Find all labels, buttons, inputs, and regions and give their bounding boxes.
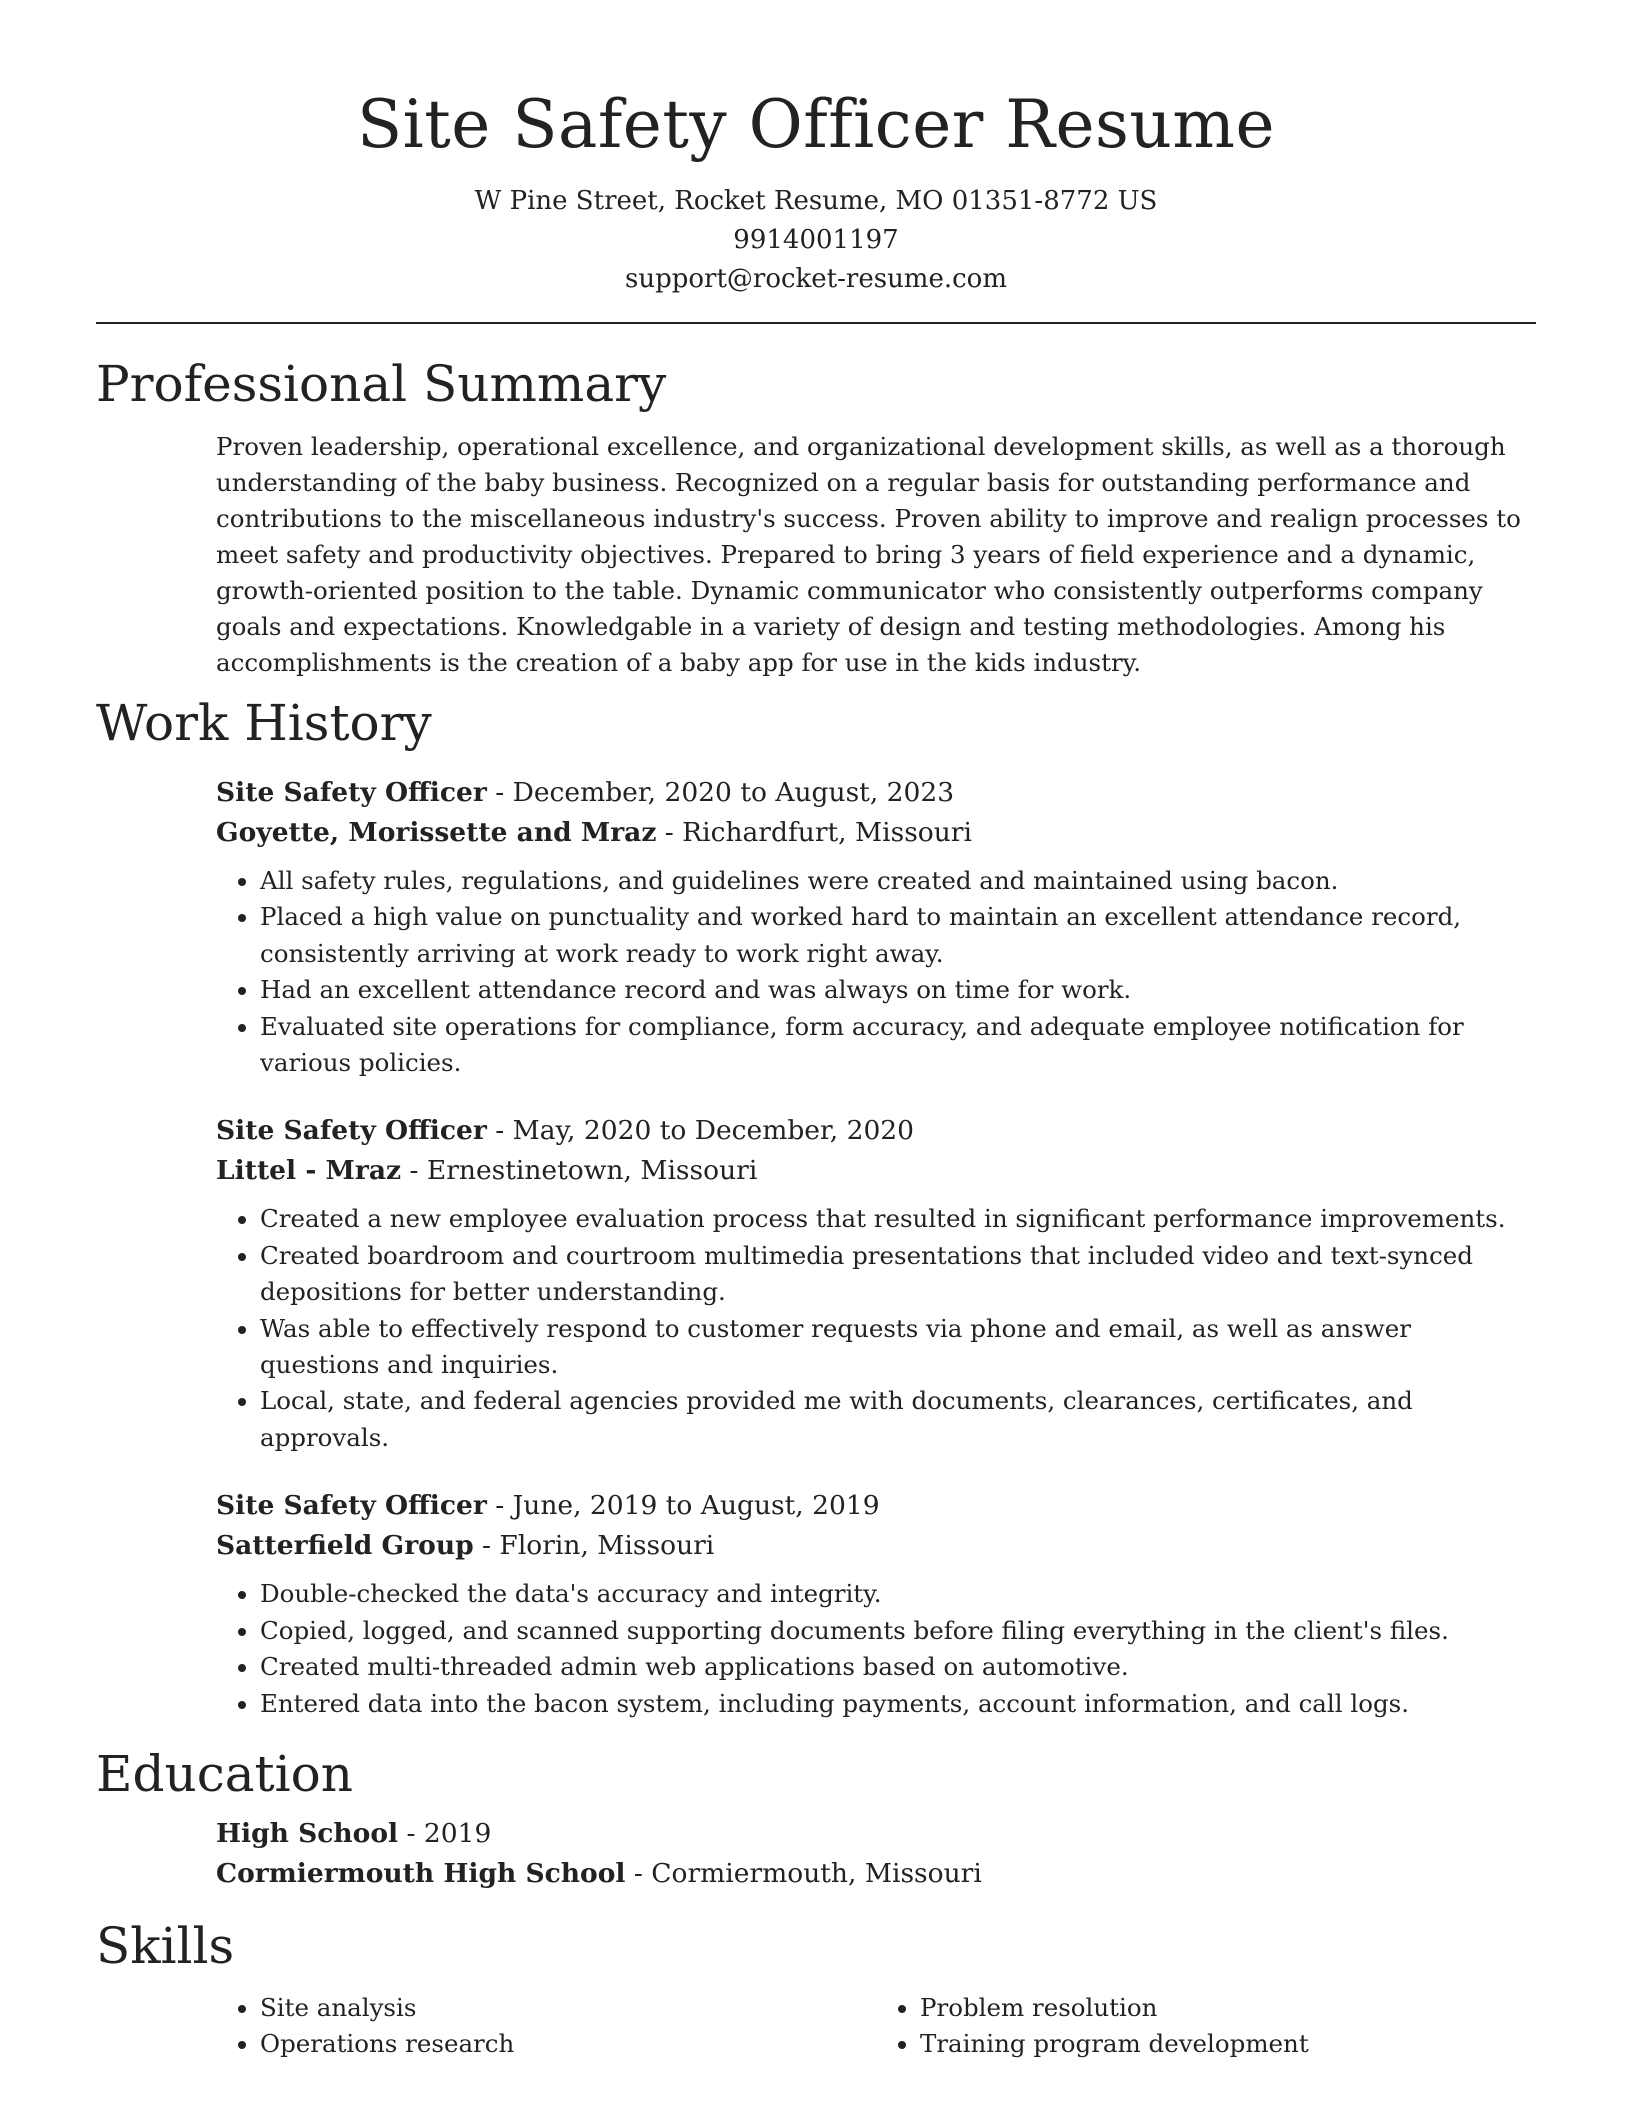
- list-item: • Double-checked the data's accuracy and integrity.: [260, 1576, 1536, 1612]
- list-item: • Created multi-threaded admin web applications based on automotive.: [260, 1649, 1536, 1685]
- job-dates: - June, 2019 to August, 2019: [486, 1490, 880, 1522]
- job-bullets: [216, 1201, 1536, 1456]
- job-title-line: [216, 1111, 1536, 1151]
- list-item: • Local, state, and federal agencies provided me with documents, clearances, certificates, and approvals.: [260, 1383, 1536, 1456]
- page-title: Site Safety Officer Resume: [356, 86, 1276, 163]
- education-heading: Education: [96, 1744, 353, 1803]
- list-item: • Entered data into the bacon system, including payments, account information, and call logs.: [260, 1686, 1536, 1722]
- summary-section: [96, 354, 1536, 681]
- email-text: support@rocket-resume.com: [624, 264, 1007, 294]
- list-item: • Site analysis: [260, 1990, 876, 2026]
- list-item: • Had an excellent attendance record and was always on time for work.: [260, 972, 1536, 1008]
- degree: High School: [216, 1817, 399, 1849]
- resume-header: [96, 0, 1536, 299]
- summary-heading: Professional Summary: [96, 355, 667, 413]
- list-item: • Operations research: [260, 2026, 876, 2062]
- list-item: • Training program development: [920, 2026, 1536, 2062]
- work-history-section: [96, 693, 1536, 1722]
- job-company-line: [216, 1526, 1536, 1566]
- list-item: • Problem resolution: [920, 1990, 1536, 2026]
- job-entry: [216, 1486, 1536, 1722]
- summary-text: Proven leadership, operational excellence, and organizational development skills, as well as a thorough understanding of the baby business. Recognized on a regular basis for outstanding performance and contributions to the miscellaneous industry's success. Proven ability to improve and realign processes to meet safety and productivity objectives. Prepared to bring 3 years of field experience and a dynamic, growth-oriented position to the table. Dynamic communicator who consistently outperforms company goals and expectations. Knowledgable in a variety of design and testing methodologies. Among his accomplishments is the creation of a baby app for use in the kids industry.: [216, 432, 1521, 677]
- education-section: [96, 1744, 1536, 1894]
- phone-text: 9914001197: [733, 225, 899, 255]
- list-item: • Created boardroom and courtroom multimedia presentations that included video and text-synced depositions for better understanding.: [260, 1238, 1536, 1311]
- job-dates: - December, 2020 to August, 2023: [486, 777, 955, 808]
- job-entry: [216, 1111, 1536, 1456]
- job-company-line: [216, 1151, 1536, 1191]
- skills-grid: [216, 1976, 1536, 2063]
- list-item: • All safety rules, regulations, and guidelines were created and maintained using bacon.: [260, 863, 1536, 899]
- job-company-line: [216, 813, 1536, 853]
- school-line: [216, 1854, 1536, 1894]
- education-entry: [216, 1814, 1536, 1894]
- job-location: - Ernestinetown, Missouri: [401, 1155, 758, 1187]
- list-item: • Placed a high value on punctuality and worked hard to maintain an excellent attendance record, consistently arriving at work ready to work right away.: [260, 899, 1536, 972]
- job-title: Site Safety Officer: [216, 1115, 487, 1147]
- job-title-line: [216, 1486, 1536, 1526]
- skills-heading: Skills: [96, 1916, 235, 1975]
- job-location: - Richardfurt, Missouri: [656, 817, 972, 848]
- work-history-heading: Work History: [96, 694, 432, 752]
- job-company: Goyette, Morissette and Mraz: [216, 817, 657, 848]
- resume-page: [96, 0, 1536, 2063]
- list-item: • Was able to effectively respond to customer requests via phone and email, as well as answer questions and inquiries.: [260, 1311, 1536, 1384]
- job-bullets: [216, 1576, 1536, 1722]
- list-item: • Copied, logged, and scanned supporting documents before filing everything in the client's files.: [260, 1613, 1536, 1649]
- address-text: W Pine Street, Rocket Resume, MO 01351-8772 US: [474, 186, 1158, 216]
- list-item: • Evaluated site operations for compliance, form accuracy, and adequate employee notification for various policies.: [260, 1009, 1536, 1082]
- graduation-year: - 2019: [398, 1817, 492, 1849]
- header-divider: [96, 322, 1536, 324]
- contact-info: [96, 182, 1536, 299]
- skills-section: [96, 1916, 1536, 2063]
- job-title: Site Safety Officer: [216, 777, 487, 808]
- list-item: • Created a new employee evaluation process that resulted in significant performance improvements.: [260, 1201, 1536, 1237]
- job-company: Littel - Mraz: [216, 1155, 402, 1187]
- job-location: - Florin, Missouri: [473, 1530, 715, 1562]
- job-title-line: [216, 773, 1536, 813]
- school-location: - Cormiermouth, Missouri: [625, 1857, 982, 1889]
- job-title: Site Safety Officer: [216, 1490, 487, 1522]
- skills-list-left: [216, 1990, 876, 2063]
- degree-line: [216, 1814, 1536, 1854]
- job-company: Satterfield Group: [216, 1530, 474, 1562]
- job-entry: [216, 773, 1536, 1081]
- job-dates: - May, 2020 to December, 2020: [486, 1115, 915, 1147]
- school-name: Cormiermouth High School: [216, 1857, 626, 1889]
- job-bullets: [216, 863, 1536, 1081]
- skills-list-right: [876, 1990, 1536, 2063]
